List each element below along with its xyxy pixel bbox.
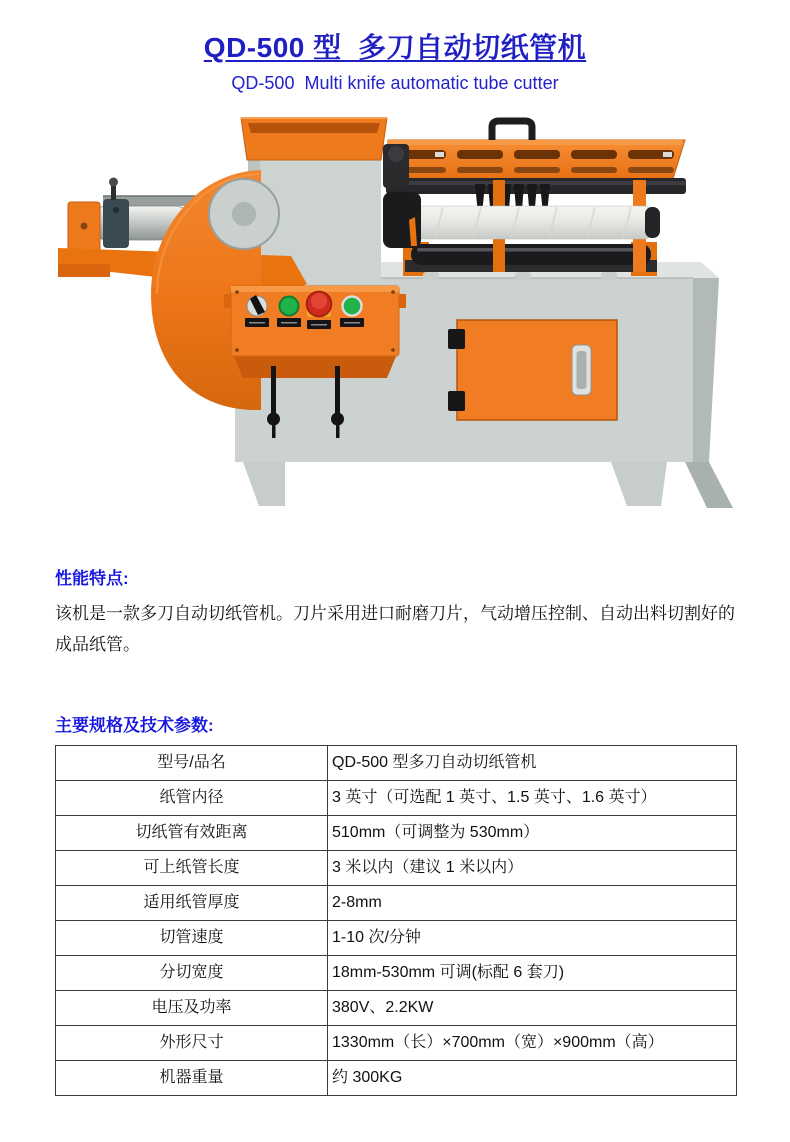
start-button [280,297,299,316]
green-button [343,297,362,316]
specs-section [55,711,735,1096]
spec-label-cell: 分切宽度 [56,955,328,990]
table-row [56,1060,737,1095]
spec-label-cell: 纸管内径 [56,780,328,815]
spec-label-cell: 外形尺寸 [56,1025,328,1060]
spec-label-cell: 适用纸管厚度 [56,885,328,920]
feed-hopper [241,118,387,160]
spec-value-cell: 3 英寸（可选配 1 英寸、1.5 英寸、1.6 英寸） [328,780,737,815]
table-row [56,745,737,780]
spec-value-cell: 1-10 次/分钟 [328,920,737,955]
page-title: QD-500 型 多刀自动切纸管机 [203,32,587,63]
control-panel [224,286,406,378]
spec-label-cell: 机器重量 [56,1060,328,1095]
table-row [56,990,737,1025]
table-row [56,955,737,990]
spec-value-cell: 2-8mm [328,885,737,920]
product-sheet [0,26,790,1142]
spec-value-cell: QD-500 型多刀自动切纸管机 [328,745,737,780]
access-door [448,320,617,420]
page-subtitle: QD-500 Multi knife automatic tube cutter [231,73,559,93]
knife-rail [388,121,685,182]
door-hinge-top [448,329,465,349]
spec-value-cell: 510mm（可调整为 530mm） [328,815,737,850]
features-heading: 性能特点: [55,569,129,588]
table-row [56,815,737,850]
tube-end-cap [645,207,660,238]
table-row [56,850,737,885]
spec-value-cell: 3 米以内（建议 1 米以内） [328,850,737,885]
spec-label-cell: 可上纸管长度 [56,850,328,885]
machine-illustration [45,114,745,524]
spec-label-cell: 电压及功率 [56,990,328,1025]
spec-label-cell: 切纸管有效距离 [56,815,328,850]
door-hinge-bottom [448,391,465,411]
spec-value-cell: 18mm-530mm 可调(标配 6 套刀) [328,955,737,990]
product-image [45,114,745,524]
specs-table-body [56,745,737,1095]
spec-label-cell: 切管速度 [56,920,328,955]
spec-value-cell: 1330mm（长）×700mm（宽）×900mm（高） [328,1025,737,1060]
features-section [55,564,735,661]
spec-value-cell: 380V、2.2KW [328,990,737,1025]
rail-handle [492,121,532,140]
table-row [56,780,737,815]
specs-table [55,745,737,1096]
table-row [56,885,737,920]
features-text: 该机是一款多刀自动切纸管机。刀片采用进口耐磨刀片，气动增压控制、自动出料切割好的成品纸管。 [55,604,735,655]
paper-tube [391,206,660,239]
clamp-block [103,199,129,248]
spec-label-cell: 型号/品名 [56,745,328,780]
table-row [56,920,737,955]
spec-value-cell: 约 300KG [328,1060,737,1095]
table-row [56,1025,737,1060]
specs-heading: 主要规格及技术参数: [55,715,214,735]
